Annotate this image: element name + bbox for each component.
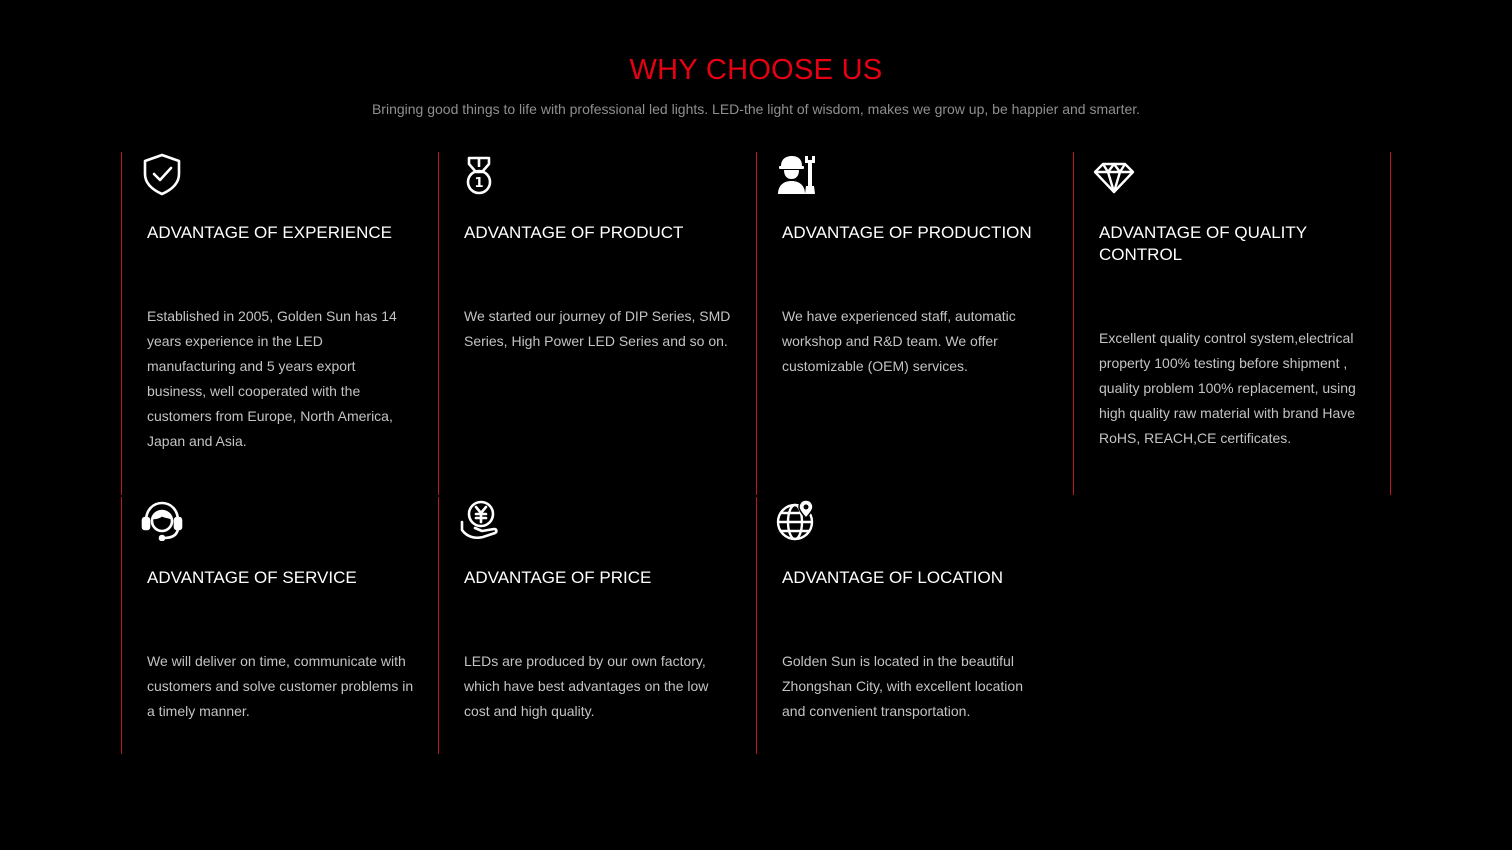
card-experience — [121, 152, 439, 495]
card-text: We have experienced staff, automatic workshop and R&D team. We offer customizable (OEM) services. — [782, 308, 1016, 374]
card-production — [756, 152, 1074, 495]
card-text: Established in 2005, Golden Sun has 14 years experience in the LED manufacturing and 5 years export business, well cooperated with the customers from Europe, North America, Japan and Asia. — [147, 308, 397, 449]
medal-icon — [457, 152, 501, 196]
card-title: ADVANTAGE OF PRODUCT — [464, 223, 684, 242]
yen-hand-icon — [457, 497, 501, 541]
card-price — [438, 497, 756, 754]
card-title: ADVANTAGE OF SERVICE — [147, 568, 357, 587]
svg-text:1: 1 — [474, 176, 484, 191]
diamond-icon — [1092, 152, 1136, 196]
card-text: Golden Sun is located in the beautiful Zhongshan City, with excellent location and convenient transportation. — [782, 653, 1023, 719]
card-title: ADVANTAGE OF PRODUCTION — [782, 223, 1032, 242]
section-subtitle: Bringing good things to life with professional led lights. LED-the light of wisdom, makes we grow up, be happier and smarter. — [371, 101, 1141, 117]
card-title: ADVANTAGE OF QUALITY CONTROL — [1099, 223, 1307, 264]
divider-line — [1390, 152, 1391, 495]
card-title: ADVANTAGE OF LOCATION — [782, 568, 1004, 587]
shield-check-icon — [140, 152, 184, 196]
globe-pin-icon — [775, 497, 819, 541]
card-text: We will deliver on time, communicate with customers and solve customer problems in a timely manner. — [147, 653, 414, 719]
card-quality-control — [1073, 152, 1391, 495]
card-product — [438, 152, 756, 495]
worker-wrench-icon — [775, 152, 819, 196]
card-text: LEDs are produced by our own factory, which have best advantages on the low cost and high quality. — [464, 653, 709, 719]
section-title: WHY CHOOSE US — [629, 54, 883, 86]
card-text: Excellent quality control system,electrical property 100% testing before shipment , quality problem 100% replacement, using high quality raw material with brand Have RoHS, REACH,CE certificates. — [1099, 330, 1356, 446]
card-text: We started our journey of DIP Series, SMD Series, High Power LED Series and so on. — [464, 308, 731, 349]
card-title: ADVANTAGE OF EXPERIENCE — [147, 223, 392, 242]
headset-icon — [140, 497, 184, 541]
card-service — [121, 497, 439, 754]
card-title: ADVANTAGE OF PRICE — [464, 568, 652, 587]
card-location — [756, 497, 1074, 754]
